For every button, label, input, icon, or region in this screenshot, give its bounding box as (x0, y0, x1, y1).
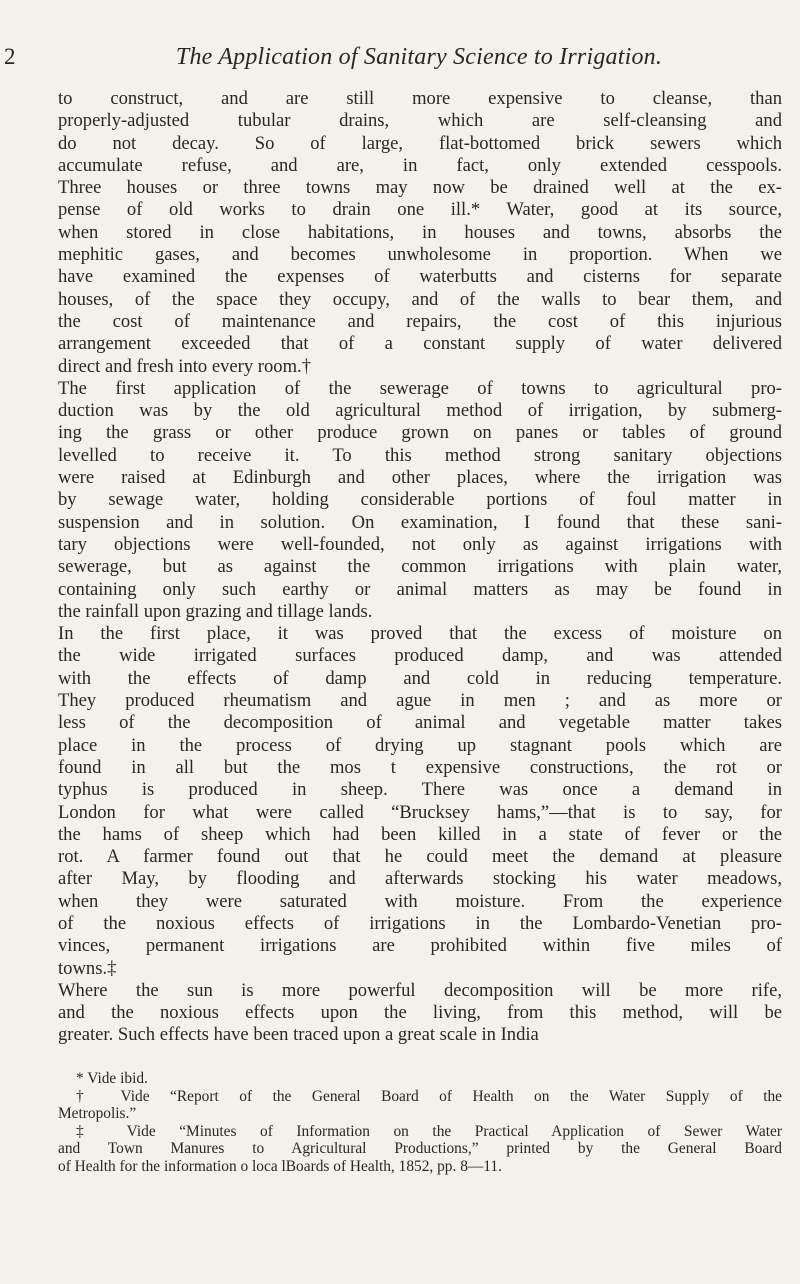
text-line: In the first place, it was proved that the excess of moisture on (58, 623, 782, 645)
footnote-line: * Vide ibid. (76, 1070, 148, 1087)
footnote-line: and Town Manures to Agricultural Productions,” printed by the General Board (58, 1140, 782, 1158)
text-line: levelled to receive it. To this method strong sanitary objections (58, 444, 782, 466)
text-line: The first application of the sewerage of towns to agricultural pro- (58, 377, 782, 399)
text-line: do not decay. So of large, flat-bottomed brick sewers which (58, 132, 782, 154)
text-line: pense of old works to drain one ill.* Water, good at its source, (58, 199, 782, 221)
text-line: the cost of maintenance and repairs, the cost of this injurious (58, 310, 782, 332)
text-line: towns.‡ (58, 957, 117, 979)
text-line: less of the decomposition of animal and vegetable matter takes (58, 712, 782, 734)
text-line: of the noxious effects of irrigations in the Lombardo-Venetian pro- (58, 912, 782, 934)
text-line: rot. A farmer found out that he could meet the demand at pleasure (58, 846, 782, 868)
text-line: Where the sun is more powerful decomposition will be more rife, (58, 979, 782, 1001)
text-line: the rainfall upon grazing and tillage lands. (58, 600, 373, 622)
text-line: houses, of the space they occupy, and of the walls to bear them, and (58, 288, 782, 310)
text-line: vinces, permanent irrigations are prohibited within five miles of (58, 935, 782, 957)
text-line: They produced rheumatism and ague in men ; and as more or (58, 690, 782, 712)
text-line: properly-adjusted tubular drains, which are self-cleansing and (58, 110, 782, 132)
text-line: Three houses or three towns may now be drained well at the ex- (58, 177, 782, 199)
text-line: greater. Such effects have been traced upon a great scale in India (58, 1024, 539, 1046)
page-header (0, 40, 800, 74)
text-line: to construct, and are still more expensive to cleanse, than (58, 88, 782, 109)
text-line: sewerage, but as against the common irrigations with plain water, (58, 556, 782, 578)
text-line: duction was by the old agricultural method of irrigation, by submerg- (58, 400, 782, 422)
text-line: by sewage water, holding considerable portions of foul matter in (58, 489, 782, 511)
text-line: tary objections were well-founded, not only as against irrigations with (58, 533, 782, 555)
text-line: and the noxious effects upon the living, from this method, will be (58, 1002, 782, 1024)
text-line: place in the process of drying up stagnant pools which are (58, 734, 782, 756)
text-line: after May, by flooding and afterwards stocking his water meadows, (58, 868, 782, 890)
text-line: were raised at Edinburgh and other places, where the irrigation was (58, 467, 782, 489)
text-line: the hams of sheep which had been killed in a state of fever or the (58, 823, 782, 845)
text-line: accumulate refuse, and are, in fact, only extended cesspools. (58, 154, 782, 176)
text-line: containing only such earthy or animal matters as may be found in (58, 578, 782, 600)
text-line: arrangement exceeded that of a constant supply of water delivered (58, 333, 782, 355)
text-line: London for what were called “Brucksey hams,”—that is to say, for (58, 801, 782, 823)
text-line: the wide irrigated surfaces produced damp, and was attended (58, 645, 782, 667)
running-title: The Application of Sanitary Science to Irrigation. (175, 44, 663, 70)
page-number: 2 (4, 44, 16, 69)
text-line: direct and fresh into every room.† (58, 355, 311, 377)
footnote-line: of Health for the information o loca lBoards of Health, 1852, pp. 8—11. (58, 1157, 502, 1175)
text-line: with the effects of damp and cold in reducing temperature. (58, 667, 782, 689)
footnote-line: † Vide “Report of the General Board of Health on the Water Supply of the (76, 1087, 782, 1105)
footnote-line: Metropolis.” (58, 1105, 137, 1123)
text-line: mephitic gases, and becomes unwholesome in proportion. When we (58, 244, 782, 266)
footnote-line: ‡ Vide “Minutes of Information on the Practical Application of Sewer Water (76, 1122, 782, 1140)
text-line: when they were saturated with moisture. From the experience (58, 890, 782, 912)
text-line: ing the grass or other produce grown on panes or tables of ground (58, 422, 782, 444)
text-line: have examined the expenses of waterbutts and cisterns for separate (58, 266, 782, 288)
text-line: typhus is produced in sheep. There was once a demand in (58, 779, 782, 801)
text-line: when stored in close habitations, in houses and towns, absorbs the (58, 221, 782, 243)
footnotes (58, 1070, 782, 1176)
body-text (58, 88, 782, 1047)
text-line: found in all but the mos t expensive constructions, the rot or (58, 756, 782, 778)
text-line: suspension and in solution. On examination, I found that these sani- (58, 511, 782, 533)
